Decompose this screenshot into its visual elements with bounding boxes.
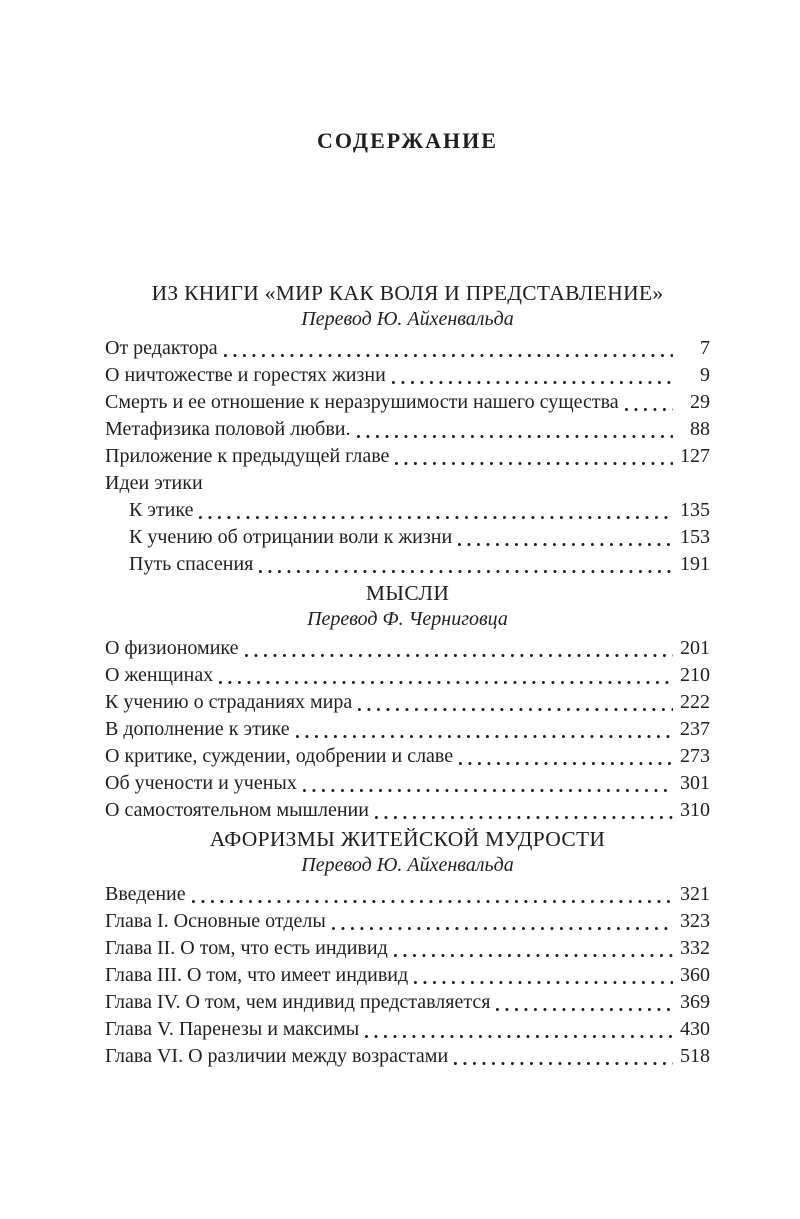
entry-title: О физиономике [105,637,239,659]
dot-leader [357,416,674,443]
dot-leader [332,908,673,935]
section-translator: Перевод Ю. Айхенвальда [301,854,514,876]
entry-title: Метафизика половой любви. [105,418,351,440]
toc-entry [105,797,710,824]
entry-page-number: 323 [680,910,710,932]
entry-title: От редактора [105,337,218,359]
toc-entry [105,635,710,662]
entry-title: О критике, суждении, одобрении и славе [105,745,454,767]
entry-page-number: 88 [690,418,710,440]
entry-title: В дополнение к этике [105,718,290,740]
dot-leader [192,881,673,908]
entry-title: О ничтожестве и горестях жизни [105,364,386,386]
entry-page-number: 201 [680,637,710,659]
toc-entry [105,935,710,962]
dot-leader [625,389,673,416]
entry-page-number: 369 [680,991,710,1013]
entry-page-number: 310 [680,799,710,821]
toc-entry [105,770,710,797]
entry-title: Глава VI. О различии между возрастами [105,1045,449,1067]
entry-page-number: 135 [680,499,710,521]
dot-leader [365,1016,673,1043]
toc-entry [105,443,710,470]
entry-title: Введение [105,883,186,905]
toc-entry [105,335,710,362]
toc-entry [105,389,710,416]
dot-leader [219,662,673,689]
toc-entry [105,662,710,689]
entry-page-number: 9 [700,364,710,386]
entry-title: Глава V. Паренезы и максимы [105,1018,360,1040]
toc-entry [105,743,710,770]
entry-title: Глава I. Основные отделы [105,910,326,932]
entry-page-number: 7 [700,337,710,359]
dot-leader [458,524,673,551]
entry-title: Смерть и ее отношение к неразрушимости нашего существа [105,391,619,413]
dot-leader [245,635,674,662]
toc-section [105,280,710,578]
entry-page-number: 273 [680,745,710,767]
dot-leader [224,335,673,362]
entry-page-number: 518 [680,1045,710,1067]
dot-leader [303,770,673,797]
dot-leader [259,551,673,578]
section-translator: Перевод Ф. Черниговца [307,608,508,630]
entry-title: О женщинах [105,664,214,686]
dot-leader [375,797,673,824]
section-heading: МЫСЛИ [365,581,450,605]
toc-entry [105,497,710,524]
entry-title: К учению об отрицании воли к жизни [129,526,453,548]
entry-page-number: 332 [680,937,710,959]
entry-title: Глава IV. О том, чем индивид представляется [105,991,491,1013]
toc-entry [105,362,710,389]
entry-title: Об учености и ученых [105,772,297,794]
table-of-contents [105,280,710,1070]
toc-entry [105,470,710,497]
toc-entry [105,1016,710,1043]
section-heading: ИЗ КНИГИ «МИР КАК ВОЛЯ И ПРЕДСТАВЛЕНИЕ» [151,281,664,305]
dot-leader [454,1043,673,1070]
entry-page-number: 237 [680,718,710,740]
page-title: СОДЕРЖАНИЕ [317,128,498,153]
toc-entry [105,881,710,908]
entry-title: К учению о страданиях мира [105,691,353,713]
entry-page-number: 430 [680,1018,710,1040]
section-heading: АФОРИЗМЫ ЖИТЕЙСКОЙ МУДРОСТИ [209,827,606,851]
dot-leader [358,689,673,716]
section-translator: Перевод Ю. Айхенвальда [301,308,514,330]
entry-page-number: 360 [680,964,710,986]
entry-title: Приложение к предыдущей главе [105,445,390,467]
entry-title: Идеи этики [105,472,203,494]
toc-entry [105,716,710,743]
toc-entry [105,416,710,443]
entry-page-number: 301 [680,772,710,794]
dot-leader [496,989,673,1016]
entry-page-number: 210 [680,664,710,686]
toc-entry [105,962,710,989]
entry-page-number: 127 [680,445,710,467]
dot-leader [394,935,673,962]
dot-leader [395,443,673,470]
dot-leader [296,716,673,743]
toc-entry [105,989,710,1016]
entry-page-number: 222 [680,691,710,713]
toc-entry [105,689,710,716]
entry-page-number: 29 [690,391,710,413]
dot-leader [414,962,673,989]
toc-entry [105,524,710,551]
toc-entry [105,1043,710,1070]
entry-page-number: 321 [680,883,710,905]
entry-title: О самостоятельном мышлении [105,799,369,821]
dot-leader [199,497,673,524]
toc-entry [105,551,710,578]
toc-section [105,580,710,824]
entry-page-number: 153 [680,526,710,548]
dot-leader [209,470,673,497]
entry-title: К этике [129,499,194,521]
dot-leader [392,362,673,389]
entry-page-number: 191 [680,553,710,575]
toc-section [105,826,710,1070]
dot-leader [459,743,673,770]
entry-title: Глава II. О том, что есть индивид [105,937,388,959]
toc-entry [105,908,710,935]
entry-title: Путь спасения [129,553,254,575]
entry-title: Глава III. О том, что имеет индивид [105,964,409,986]
